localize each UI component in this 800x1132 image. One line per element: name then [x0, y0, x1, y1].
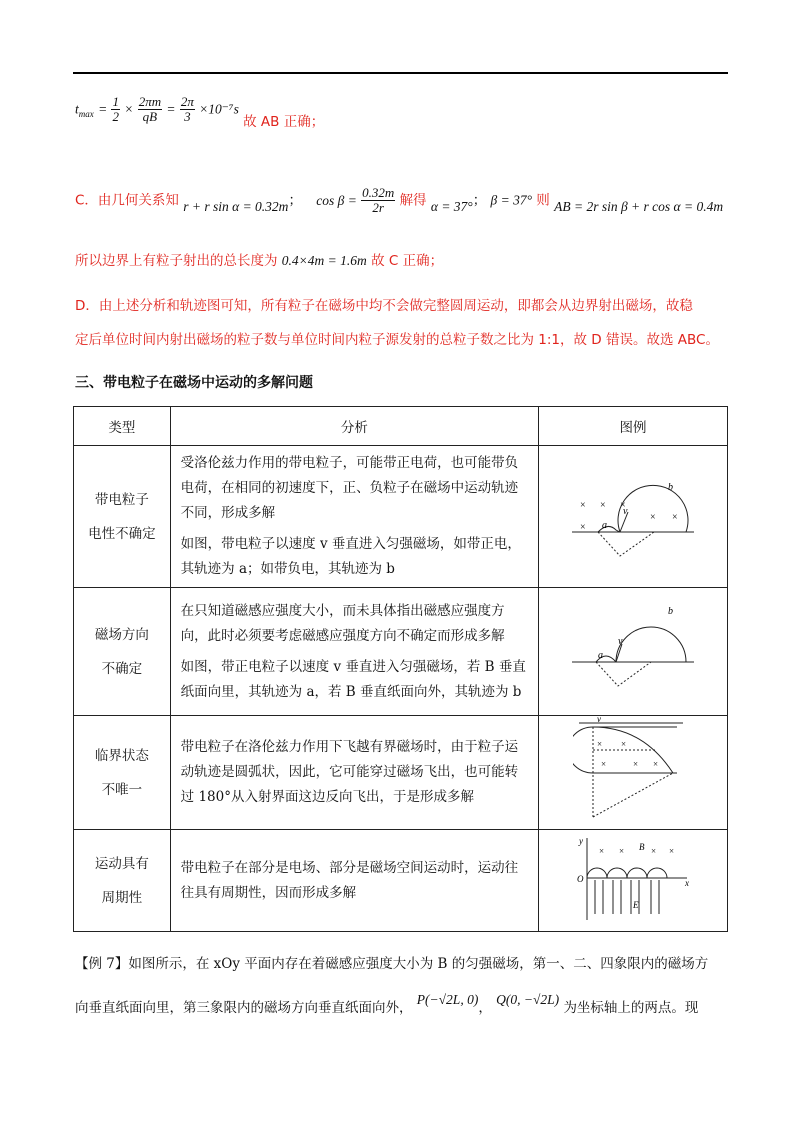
charge-sign-diagram: [568, 460, 698, 570]
header-figure: 图例: [539, 407, 728, 446]
fraction-cos-beta: $\frac{0.32m}{2r}$: [362, 185, 395, 215]
analysis-cell: 带电粒子在部分是电场、部分是磁场空间运动时，运动往往具有周期性，因而形成多解: [170, 830, 538, 932]
svg-text:B: B: [639, 841, 645, 852]
svg-text:×: ×: [599, 845, 605, 856]
example-7-line-1: 【例 7】如图所示，在 xOy 平面内存在着磁感应强度大小为 B 的匀强磁场，第一、二、四象限内的磁场方: [75, 956, 709, 972]
type-cell: 磁场方向 不确定: [74, 588, 171, 716]
option-c-line: C．由几何关系知 r + r sin α = 0.32m； cos β = $\frac{0.32m}{2r}$ 解得 α = 37°； β = 37° 则 AB = 2r sin β + r cos α = 0.4m: [75, 185, 724, 215]
table-row: [74, 446, 728, 588]
tmax-symbol: t: [75, 101, 79, 117]
boundary-line: 所以边界上有粒子射出的总长度为 0.4×4m = 1.6m 故 C 正确；: [75, 253, 444, 269]
svg-text:×: ×: [672, 511, 678, 523]
figure-cell: [539, 588, 728, 716]
example-7-line-2: 向垂直纸面向里，第三象限内的磁场方向垂直纸面向外， P(−√2L, 0)， Q(0, −√2L) 为坐标轴上的两点。现: [75, 992, 699, 1016]
figure-cell: [539, 446, 728, 588]
svg-text:O: O: [577, 873, 584, 884]
point-q: Q(0, −√2L): [496, 992, 560, 1007]
option-d-line-2: 定后单位时间内射出磁场的粒子数与单位时间内粒子源发射的总粒子数之比为 1:1，故 D 错误。故选 ABC。: [75, 332, 719, 348]
svg-text:b: b: [668, 605, 674, 617]
svg-text:×: ×: [620, 499, 626, 511]
svg-text:y: y: [579, 835, 584, 846]
svg-text:×: ×: [580, 521, 586, 533]
header-rule: [73, 72, 728, 74]
analysis-cell: 在只知道磁感应强度大小，而未具体指出磁感应强度方向，此时必须要考虑磁感应强度方向不确定而形成多解 如图，带正电粒子以速度 v 垂直进入匀强磁场，若 B 垂直纸面向里，其轨迹为 a，若 B 垂直纸面向外，其轨迹为 b: [170, 588, 538, 716]
multi-solution-table: [73, 406, 728, 932]
type-cell: 运动具有 周期性: [74, 830, 171, 932]
svg-text:×: ×: [669, 845, 675, 856]
svg-text:×: ×: [621, 738, 627, 749]
conclusion-ab: 故 AB 正确；: [243, 113, 325, 130]
svg-text:b: b: [668, 481, 674, 493]
fraction-half: $\frac{1}{2}$: [112, 94, 119, 124]
svg-text:v: v: [623, 505, 628, 517]
svg-text:x: x: [685, 877, 690, 888]
figure-cell: [539, 716, 728, 830]
svg-text:a: a: [602, 519, 608, 531]
periodic-motion-diagram: [573, 834, 693, 924]
fraction-period: $\frac{2\pi m}{qB}$: [138, 94, 162, 124]
fraction-2pi-3: $\frac{2\pi}{3}$: [180, 94, 194, 124]
field-direction-diagram: [568, 600, 698, 700]
figure-cell: [539, 830, 728, 932]
svg-text:×: ×: [619, 845, 625, 856]
table-row: [74, 588, 728, 716]
point-p: P(−√2L, 0): [416, 992, 479, 1007]
svg-text:v: v: [597, 716, 602, 724]
svg-text:×: ×: [653, 758, 659, 769]
tmax-equation: $t_{max}$ = $\frac{1}{2}$ × $\frac{2\pi m}{qB}$ = $\frac{2\pi}{3}$ ×10⁻⁷s 故 AB 正确；: [75, 94, 325, 130]
table-header-row: [74, 407, 728, 446]
svg-text:×: ×: [597, 738, 603, 749]
svg-text:×: ×: [600, 499, 606, 511]
section-title: 三、带电粒子在磁场中运动的多解问题: [75, 375, 313, 391]
table-row: [74, 830, 728, 932]
svg-text:×: ×: [651, 845, 657, 856]
analysis-cell: 带电粒子在洛伦兹力作用下飞越有界磁场时，由于粒子运动轨迹是圆弧状，因此，它可能穿过磁场飞出，也可能转过 180°从入射界面这边反向飞出，于是形成多解: [170, 716, 538, 830]
type-cell: 带电粒子 电性不确定: [74, 446, 171, 588]
svg-text:v: v: [618, 635, 623, 647]
table-row: [74, 716, 728, 830]
svg-text:×: ×: [601, 758, 607, 769]
svg-text:×: ×: [633, 758, 639, 769]
header-type: 类型: [74, 407, 171, 446]
type-cell: 临界状态 不唯一: [74, 716, 171, 830]
analysis-cell: 受洛伦兹力作用的带电粒子，可能带正电荷，也可能带负电荷，在相同的初速度下，正、负粒子在磁场中运动轨迹不同，形成多解 如图，带电粒子以速度 v 垂直进入匀强磁场，如带正电，其轨迹为 a；如带负电，其轨迹为 b: [170, 446, 538, 588]
svg-text:×: ×: [650, 511, 656, 523]
eq-r-sin: r + r sin α = 0.32m: [183, 198, 289, 214]
option-d-line-1: D．由上述分析和轨迹图可知，所有粒子在磁场中均不会做完整圆周运动，即都会从边界射出磁场，故稳: [75, 298, 693, 314]
svg-text:a: a: [598, 649, 604, 661]
critical-state-diagram: [573, 717, 693, 825]
svg-text:×: ×: [580, 499, 586, 511]
svg-text:E: E: [633, 899, 639, 910]
header-analysis: 分析: [170, 407, 538, 446]
